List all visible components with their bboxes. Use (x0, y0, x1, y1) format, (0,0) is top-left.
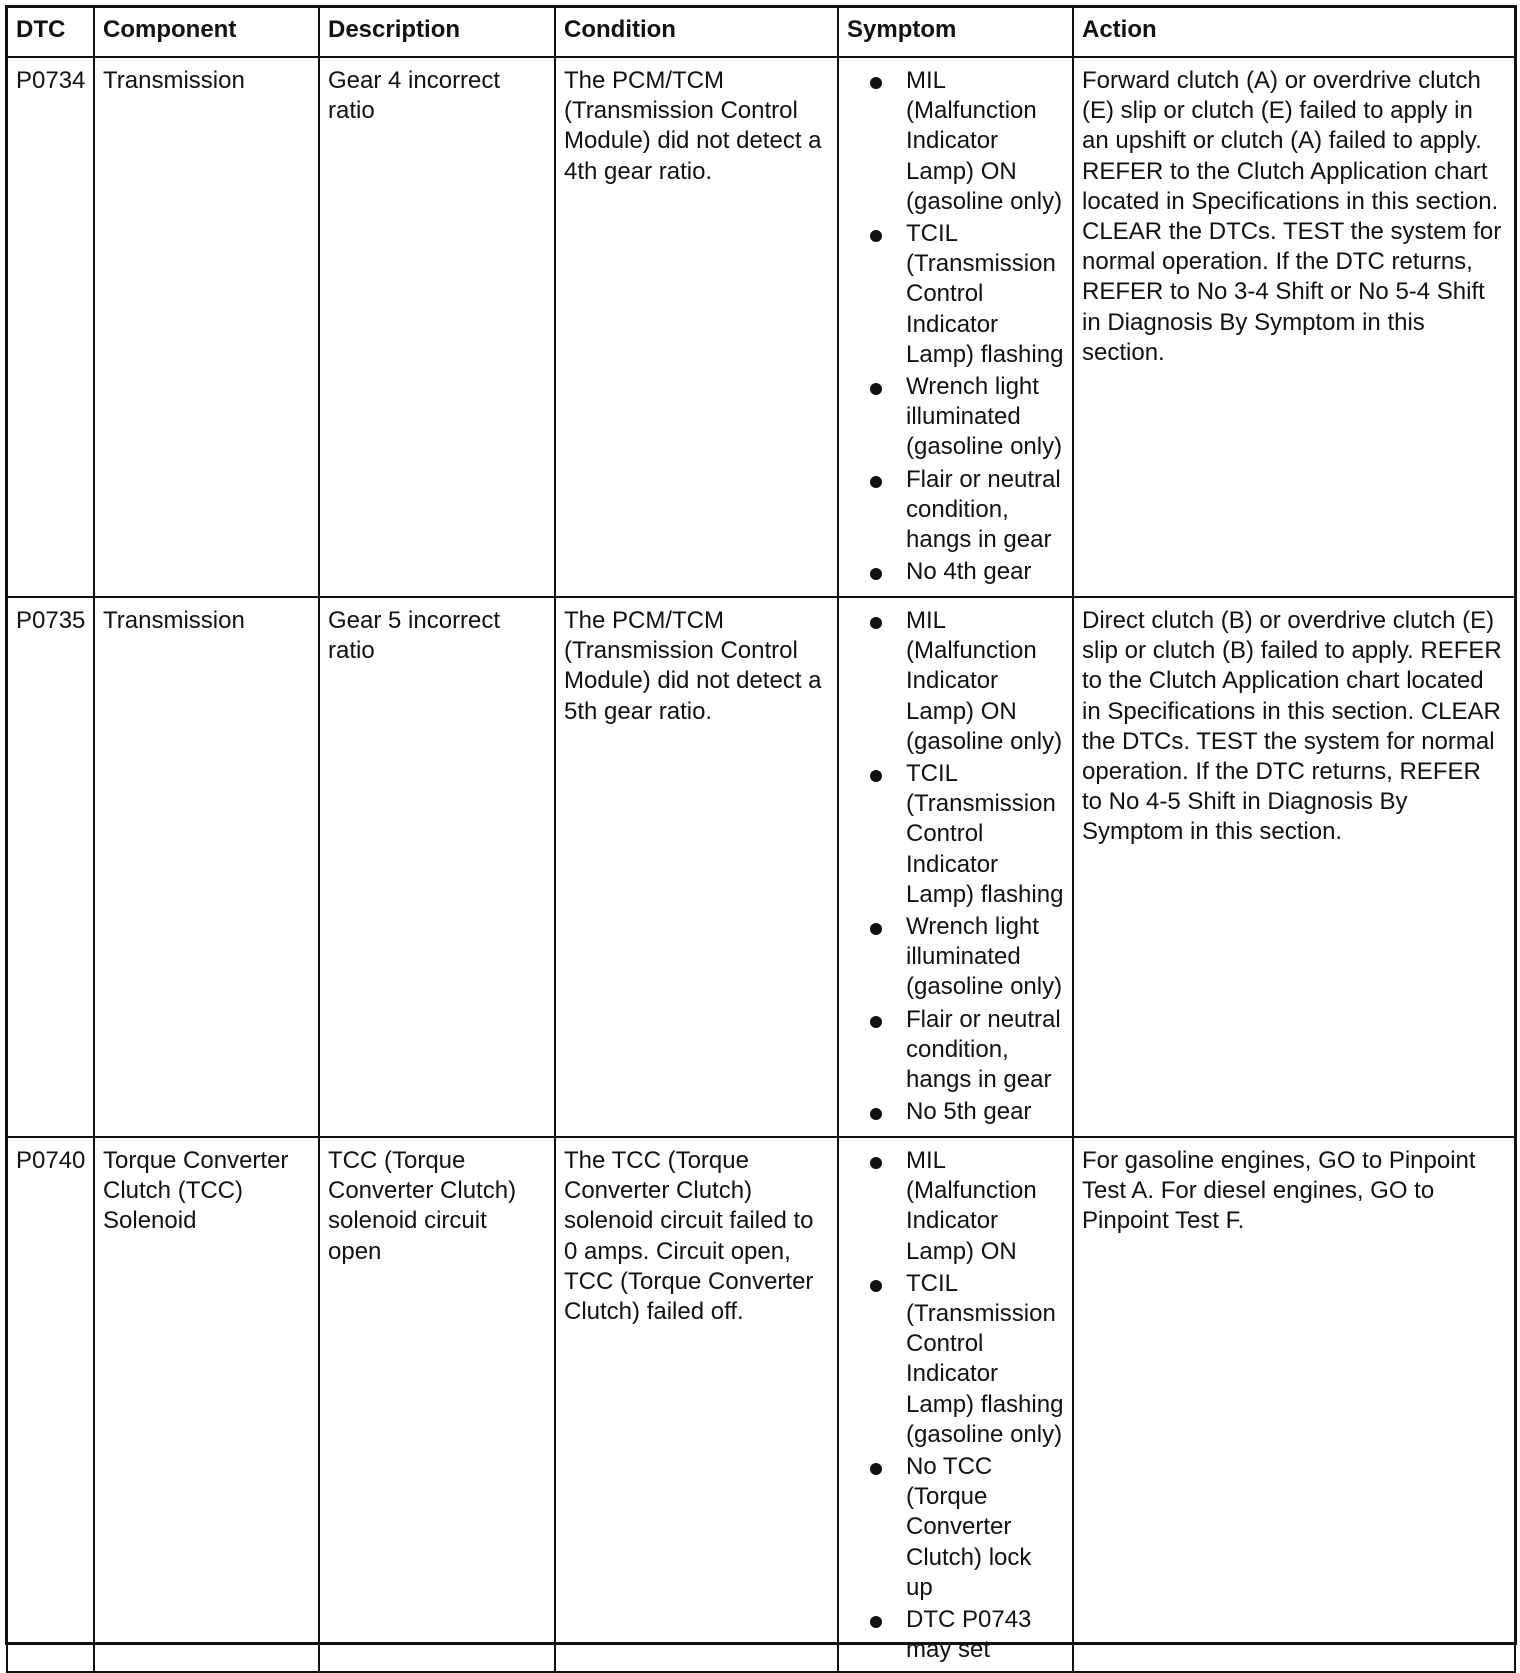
symptom-item (847, 372, 1064, 463)
symptom-list (847, 1146, 1064, 1665)
component-cell: Transmission (94, 597, 319, 1137)
table-row (7, 597, 1515, 1137)
action-cell: Direct clutch (B) or overdrive clutch (E) slip or clutch (B) failed to apply. REFER to the Clutch Application chart located in Specifications in this section. CLEAR the DTCs. TEST the system for normal operation. If the DTC returns, REFER to No 4-5 Shift in Diagnosis By Symptom in this section. (1073, 597, 1515, 1137)
symptom-cell (838, 597, 1073, 1137)
bullet-icon (870, 230, 882, 242)
header-symptom: Symptom (838, 7, 1073, 57)
symptom-text: Flair or neutral condition, hangs in gear (906, 1005, 1061, 1094)
symptom-text: Flair or neutral condition, hangs in gear (906, 465, 1061, 554)
symptom-text: MIL (Malfunction Indicator Lamp) ON (gasoline only) (906, 67, 1063, 215)
symptom-item (847, 66, 1064, 217)
dtc-code: P0735 (7, 597, 94, 1137)
action-cell: For gasoline engines, GO to Pinpoint Test A. For diesel engines, GO to Pinpoint Test F. (1073, 1137, 1515, 1672)
bullet-icon (870, 770, 882, 782)
symptom-list (847, 66, 1064, 587)
symptom-text: MIL (Malfunction Indicator Lamp) ON (906, 1147, 1037, 1265)
symptom-cell (838, 1137, 1073, 1672)
symptom-item (847, 1452, 1064, 1603)
symptom-text: DTC P0743 may set (906, 1606, 1032, 1664)
symptom-cell (838, 57, 1073, 597)
dtc-code: P0734 (7, 57, 94, 597)
symptom-text: Wrench light illuminated (gasoline only) (906, 373, 1063, 461)
header-component: Component (94, 7, 319, 57)
description-cell: TCC (Torque Converter Clutch) solenoid circuit open (319, 1137, 555, 1672)
condition-cell: The PCM/TCM (Transmission Control Module) did not detect a 4th gear ratio. (555, 57, 838, 597)
symptom-text: MIL (Malfunction Indicator Lamp) ON (gasoline only) (906, 607, 1063, 755)
condition-cell: The PCM/TCM (Transmission Control Module) did not detect a 5th gear ratio. (555, 597, 838, 1137)
symptom-text: No 5th gear (906, 1098, 1032, 1126)
table-header-row (7, 7, 1515, 57)
dtc-code: P0740 (7, 1137, 94, 1672)
table-row (7, 1137, 1515, 1672)
symptom-item (847, 557, 1064, 587)
symptom-item (847, 1005, 1064, 1096)
symptom-item (847, 1605, 1064, 1665)
bullet-icon (870, 923, 882, 935)
symptom-item (847, 1146, 1064, 1267)
symptom-text: TCIL (Transmission Control Indicator Lamp) flashing (906, 220, 1064, 368)
symptom-text: TCIL (Transmission Control Indicator Lamp) flashing (906, 760, 1064, 908)
bullet-icon (870, 1463, 882, 1475)
component-cell: Torque Converter Clutch (TCC) Solenoid (94, 1137, 319, 1672)
bullet-icon (870, 1616, 882, 1628)
bullet-icon (870, 1108, 882, 1120)
bullet-icon (870, 476, 882, 488)
component-cell: Transmission (94, 57, 319, 597)
condition-cell: The TCC (Torque Converter Clutch) solenoid circuit failed to 0 amps. Circuit open, TCC (Torque Converter Clutch) failed off. (555, 1137, 838, 1672)
bullet-icon (870, 1280, 882, 1292)
header-condition: Condition (555, 7, 838, 57)
symptom-item (847, 465, 1064, 556)
bullet-icon (870, 77, 882, 89)
symptom-text: Wrench light illuminated (gasoline only) (906, 913, 1063, 1001)
symptom-text: No TCC (Torque Converter Clutch) lock up (906, 1453, 1032, 1601)
symptom-text: TCIL (Transmission Control Indicator Lamp) flashing (gasoline only) (906, 1269, 1064, 1448)
symptom-item (847, 1269, 1064, 1450)
header-action: Action (1073, 7, 1515, 57)
description-cell: Gear 4 incorrect ratio (319, 57, 555, 597)
symptom-list (847, 606, 1064, 1127)
symptom-item (847, 759, 1064, 910)
description-cell: Gear 5 incorrect ratio (319, 597, 555, 1137)
bullet-icon (870, 1016, 882, 1028)
header-description: Description (319, 7, 555, 57)
bullet-icon (870, 1157, 882, 1169)
table-row (7, 57, 1515, 597)
bullet-icon (870, 383, 882, 395)
symptom-item (847, 912, 1064, 1003)
bullet-icon (870, 568, 882, 580)
symptom-item (847, 1097, 1064, 1127)
header-dtc: DTC (7, 7, 94, 57)
action-cell: Forward clutch (A) or overdrive clutch (E) slip or clutch (E) failed to apply in an upshift or clutch (A) failed to apply. REFER to the Clutch Application chart located in Specifications in this section. CLEAR the DTCs. TEST the system for normal operation. If the DTC returns, REFER to No 3-4 Shift or No 5-4 Shift in Diagnosis By Symptom in this section. (1073, 57, 1515, 597)
symptom-item (847, 219, 1064, 370)
symptom-item (847, 606, 1064, 757)
dtc-table (6, 6, 1516, 1673)
bullet-icon (870, 617, 882, 629)
symptom-text: No 4th gear (906, 558, 1032, 586)
